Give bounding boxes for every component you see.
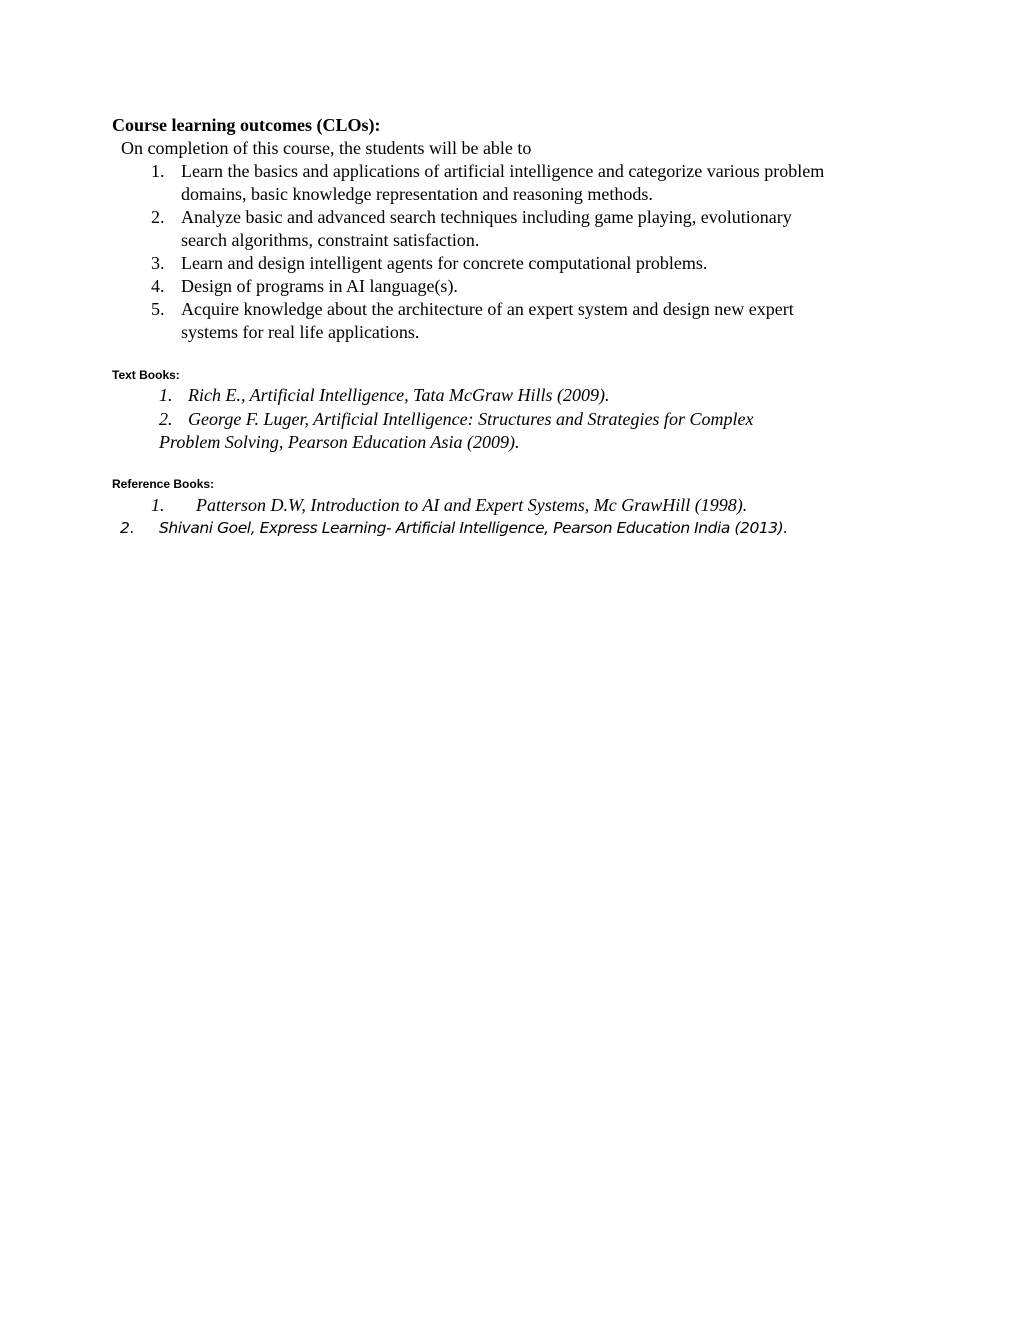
- clos-intro: On completion of this course, the students will be able to: [121, 138, 532, 158]
- reference-book-2: Shivani Goel, Express Learning- Artificial Intelligence, Pearson Education India (2013).: [159, 519, 788, 537]
- clo-4-line-1: Design of programs in AI language(s).: [181, 276, 458, 296]
- clos-heading: Course learning outcomes (CLOs):: [112, 115, 381, 135]
- text-book-1: Rich E., Artificial Intelligence, Tata McGraw Hills (2009).: [188, 385, 610, 405]
- clo-1-line-2: domains, basic knowledge representation and reasoning methods.: [181, 184, 653, 204]
- clo-5-line-1: Acquire knowledge about the architecture of an expert system and design new expert: [181, 299, 794, 319]
- reference-books-heading: Reference Books:: [112, 477, 215, 491]
- clo-4-number: 4.: [151, 276, 165, 296]
- clo-3-line-1: Learn and design intelligent agents for concrete computational problems.: [181, 253, 708, 273]
- reference-book-1-number: 1.: [151, 495, 165, 515]
- text-book-2-continuation: Problem Solving, Pearson Education Asia (2009).: [159, 432, 520, 452]
- clo-2-number: 2.: [151, 207, 165, 227]
- clo-1-line-1: Learn the basics and applications of artificial intelligence and categorize various problem: [181, 161, 825, 181]
- clo-2-line-1: Analyze basic and advanced search techniques including game playing, evolutionary: [181, 207, 792, 227]
- reference-book-1: Patterson D.W, Introduction to AI and Expert Systems, Mc GrawHill (1998).: [196, 495, 748, 515]
- clo-3-number: 3.: [151, 253, 165, 273]
- clo-1-number: 1.: [151, 161, 165, 181]
- text-books-heading: Text Books:: [112, 368, 180, 382]
- reference-book-2-number: 2.: [120, 519, 135, 537]
- clo-5-number: 5.: [151, 299, 165, 319]
- text-book-2-number: 2.: [159, 409, 173, 429]
- clo-2-line-2: search algorithms, constraint satisfaction.: [181, 230, 480, 250]
- clo-5-line-2: systems for real life applications.: [181, 322, 420, 342]
- text-book-1-number: 1.: [159, 385, 173, 405]
- text-book-2: George F. Luger, Artificial Intelligence: Structures and Strategies for Complex: [188, 409, 754, 429]
